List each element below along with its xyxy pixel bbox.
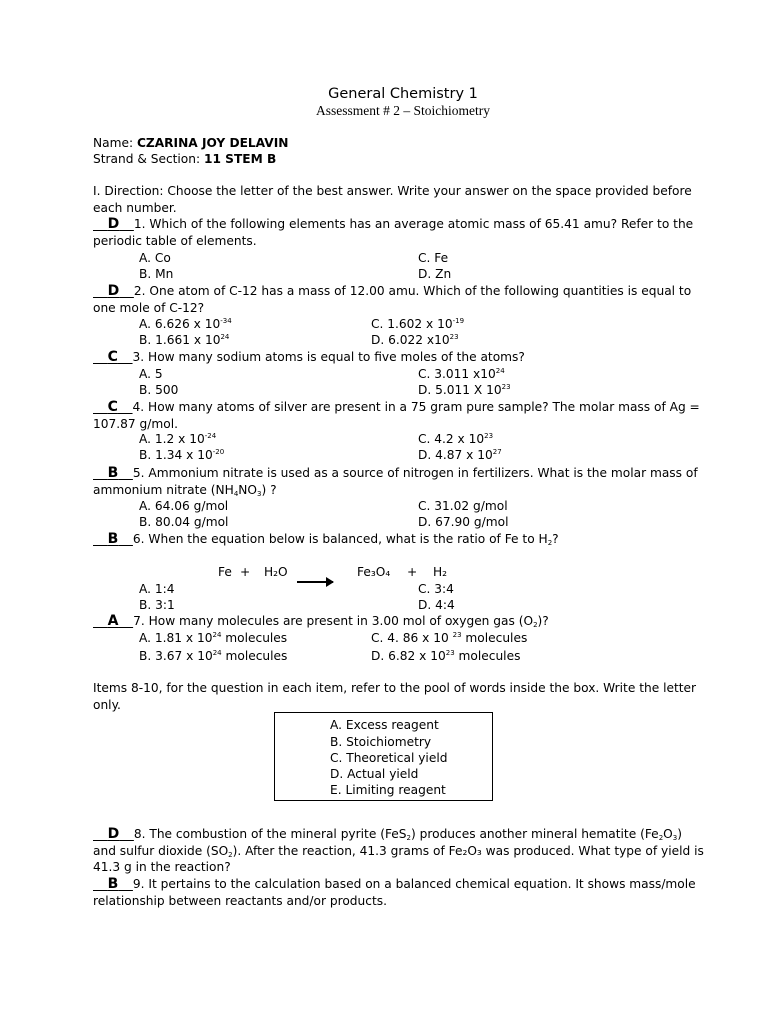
word-pool-box [274, 712, 493, 801]
question-6 [93, 531, 713, 548]
question-8 [93, 826, 705, 876]
student-section [93, 151, 276, 168]
q4-option-b: B. 1.34 x $10^{-20}$ [139, 448, 225, 462]
page-subtitle: Assessment # 2 – Stoichiometry [316, 103, 490, 118]
word-pool-item: E. Limiting reagent [330, 783, 446, 797]
q1-option-c: C. Fe [418, 251, 449, 265]
question-2-text: 2. One atom of C-12 has a mass of 12.00 amu. Which of the following quantities is equal to one mole of C-12? [93, 284, 692, 315]
direction-text: I. Direction: Choose the letter of the best answer. Write your answer on the space provided before each number. [93, 184, 692, 215]
student-name [93, 135, 288, 152]
q2-option-d: D. 6.022 $x10^{23}$ [371, 333, 459, 347]
q6-option-a: A. 1:4 [139, 582, 175, 596]
equation: Fe + H₂O Fe₃O₄ + H₂ [0, 564, 768, 582]
q3-option-b: B. 500 [139, 383, 179, 397]
q5-option-b: B. 80.04 g/mol [139, 515, 229, 529]
items-instruction: Items 8-10, for the question in each item, refer to the pool of words inside the box. Write the letter only. [93, 681, 697, 712]
q3-option-c: C. 3.011 $x10^{24}$ [418, 367, 505, 381]
q3-option-a: A. 5 [139, 367, 163, 381]
answer-blank-9[interactable]: B [107, 876, 119, 892]
q5-option-a: A. 64.06 g/mol [139, 499, 229, 513]
word-pool-item: A. Excess reagent [330, 718, 439, 732]
q2-option-b: B. 1.661 x $10^{24}$ [139, 333, 230, 347]
answer-blank-6[interactable]: B [107, 531, 119, 547]
answer-blank-2[interactable]: D [107, 283, 120, 299]
q1-option-d: D. Zn [418, 267, 452, 281]
word-pool-item: D. Actual yield [330, 767, 419, 781]
question-9-text: 9. It pertains to the calculation based on a balanced chemical equation. It shows mass/mole relationship between reactants and/or products. [93, 877, 696, 908]
q1-option-a: A. Co [139, 251, 171, 265]
word-pool-item: C. Theoretical yield [330, 751, 448, 765]
answer-blank-8[interactable]: D [107, 826, 120, 842]
answer-blank-5[interactable]: B [107, 465, 119, 481]
section-value: 11 STEM B [203, 152, 277, 166]
question-3 [93, 349, 713, 366]
q4-option-c: C. 4.2 x $10^{23}$ [418, 432, 494, 446]
question-4-text: 4. How many atoms of silver are present in a 75 gram pure sample? The molar mass of Ag = 107.87 g/mol. [93, 400, 700, 431]
page-title: General Chemistry 1 [328, 86, 478, 102]
q7-option-c: C. 4. 86 x 10 $^{23}$ molecules [371, 631, 528, 645]
q7-option-d: D. 6.82 x $10^{23}$ molecules [371, 649, 521, 663]
question-9 [93, 876, 705, 909]
answer-blank-1[interactable]: D [107, 216, 120, 232]
answer-blank-4[interactable]: C [107, 399, 118, 415]
q2-option-a: A. 6.626 x $10^{-34}$ [139, 317, 232, 331]
q7-option-b: B. 3.67 x $10^{24}$ molecules [139, 649, 288, 663]
question-4 [93, 399, 713, 432]
q3-option-d: D. 5.011 X $10^{23}$ [418, 383, 511, 397]
question-6-text: 6. When the equation below is balanced, what is the ratio of Fe to $H_2$? [132, 532, 559, 547]
question-5-text: 5. Ammonium nitrate is used as a source of nitrogen in fertilizers. What is the molar mass of ammonium nitrate $(NH_4NO_3)$ ? [93, 466, 698, 498]
q5-option-d: D. 67.90 g/mol [418, 515, 509, 529]
q6-option-d: D. 4:4 [418, 598, 455, 612]
q7-option-a: A. 1.81 x $10^{24}$ molecules [139, 631, 288, 645]
section-label: Strand & Section: [93, 152, 201, 166]
question-7-text: 7. How many molecules are present in 3.00 mol of oxygen gas $(O_2)$? [133, 614, 549, 629]
reaction-arrow-icon [297, 581, 333, 583]
q4-option-a: A. 1.2 x $10^{-24}$ [139, 432, 217, 446]
q6-option-b: B. 3:1 [139, 598, 175, 612]
q5-option-c: C. 31.02 g/mol [418, 499, 508, 513]
question-8-text: 8. The combustion of the mineral pyrite (FeS$_2$) produces another mineral hematite $(Fe_2O_3)$ and sulfur dioxide $(SO_2)$. After the reaction, 41.3 grams of Fe₂O₃ was produced. What type of yield is 41.3 g in the reaction? [93, 827, 704, 874]
q2-option-c: C. 1.602 x $10^{-19}$ [371, 317, 465, 331]
q1-option-b: B. Mn [139, 267, 174, 281]
name-value: CZARINA JOY DELAVIN [136, 136, 289, 150]
question-1-text: 1. Which of the following elements has an average atomic mass of 65.41 amu? Refer to the periodic table of elements. [93, 217, 694, 248]
question-5 [93, 465, 713, 498]
question-1 [93, 216, 713, 249]
word-pool-item: B. Stoichiometry [330, 735, 432, 749]
answer-blank-7[interactable]: A [107, 613, 119, 629]
name-label: Name: [93, 136, 134, 150]
question-2 [93, 283, 713, 316]
q6-option-c: C. 3:4 [418, 582, 454, 596]
answer-blank-3[interactable]: C [107, 349, 118, 365]
question-7 [93, 613, 713, 630]
q4-option-d: D. 4.87 x $10^{27}$ [418, 448, 502, 462]
question-3-text: 3. How many sodium atoms is equal to five moles of the atoms? [132, 350, 525, 364]
